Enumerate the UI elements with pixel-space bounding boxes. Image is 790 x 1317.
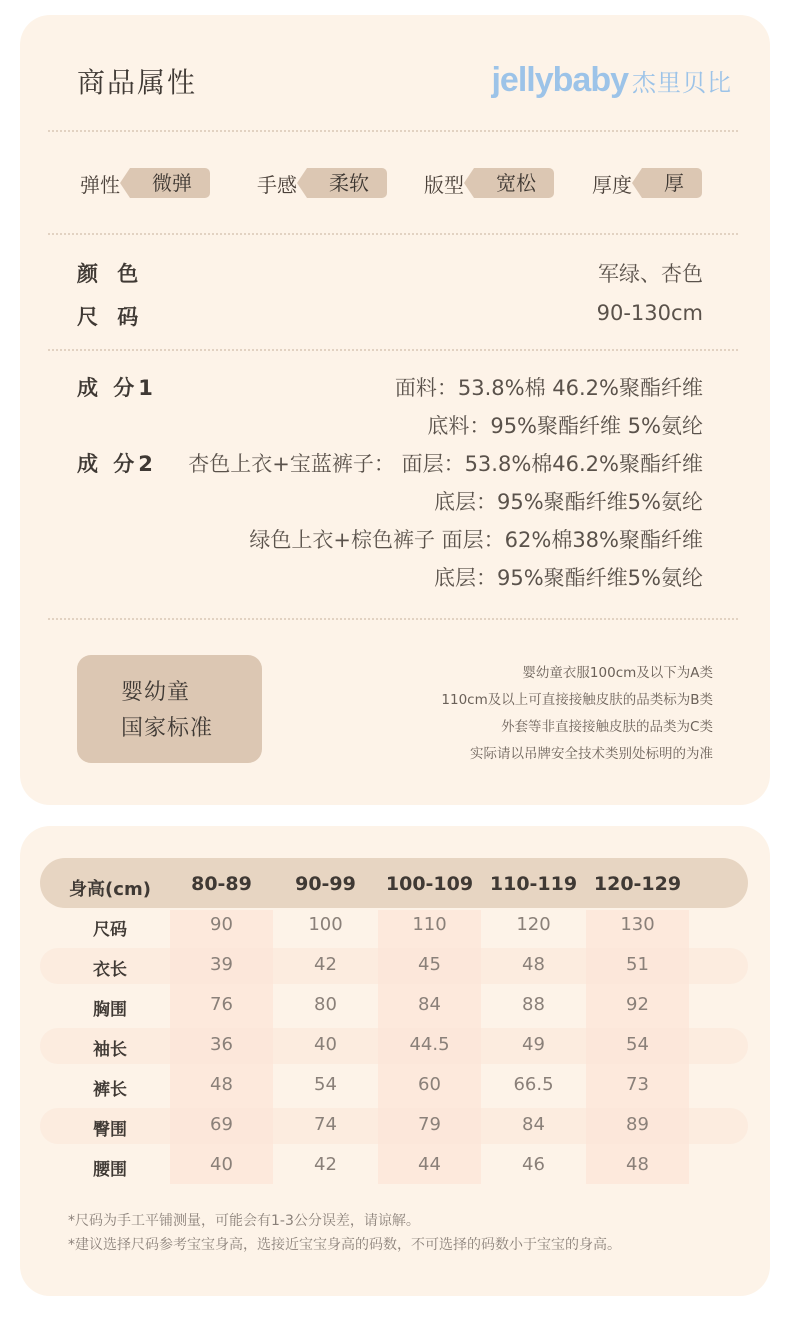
table-cell: 49 xyxy=(522,1034,545,1055)
table-cell: 54 xyxy=(314,1074,337,1095)
divider xyxy=(48,130,738,132)
composition-2-label: 成 分2 xyxy=(77,452,157,476)
composition-1-label: 成 分1 xyxy=(77,376,157,400)
attribute-tag: 柔软 xyxy=(307,168,387,198)
table-cell: 48 xyxy=(626,1154,649,1175)
standard-line: 国家标准 xyxy=(121,716,214,741)
table-cell: 66.5 xyxy=(513,1074,554,1095)
table-header-cell: 100-109 xyxy=(385,873,474,895)
attribute-tag: 微弹 xyxy=(130,168,210,198)
table-cell: 39 xyxy=(210,954,233,975)
color-value: 军绿、杏色 xyxy=(598,262,703,286)
table-cell: 89 xyxy=(626,1114,649,1135)
table-header-cell: 110-119 xyxy=(489,873,578,895)
table-row-label: 臀围 xyxy=(93,1120,127,1140)
attribute-hand-feel xyxy=(257,168,387,198)
table-cell: 42 xyxy=(314,954,337,975)
attribute-tag: 厚 xyxy=(642,168,702,198)
table-cell: 40 xyxy=(210,1154,233,1175)
table-cell: 88 xyxy=(522,994,545,1015)
composition-2-line: 底层：95%聚酯纤维5%氨纶 xyxy=(434,566,703,590)
composition-2-line: 底层：95%聚酯纤维5%氨纶 xyxy=(434,490,703,514)
table-row-label: 衣长 xyxy=(93,960,127,980)
national-standard-badge xyxy=(77,655,262,763)
table-cell: 48 xyxy=(210,1074,233,1095)
table-cell: 90 xyxy=(210,914,233,935)
table-cell: 42 xyxy=(314,1154,337,1175)
composition-1-line: 面料：53.8%棉 46.2%聚酯纤维 xyxy=(394,376,703,400)
table-cell: 120 xyxy=(516,914,551,935)
attribute-elasticity xyxy=(80,168,210,198)
divider xyxy=(48,233,738,235)
attribute-label: 弹性 xyxy=(80,172,120,197)
divider xyxy=(48,618,738,620)
standard-note: 实际请以吊牌安全技术类别处标明的为准 xyxy=(470,746,713,762)
table-cell: 54 xyxy=(626,1034,649,1055)
footnote: *尺码为手工平铺测量，可能会有1-3公分误差，请谅解。 xyxy=(68,1213,420,1229)
table-row-label: 裤长 xyxy=(93,1080,127,1100)
table-cell: 110 xyxy=(412,914,447,935)
table-row-label: 胸围 xyxy=(93,1000,127,1020)
divider xyxy=(48,349,738,351)
table-row-label: 袖长 xyxy=(93,1040,127,1060)
table-cell: 69 xyxy=(210,1114,233,1135)
size-value: 90-130cm xyxy=(596,301,703,325)
table-cell: 84 xyxy=(418,994,441,1015)
size-label: 尺 码 xyxy=(77,305,145,329)
table-header-cell: 90-99 xyxy=(295,873,356,895)
table-cell: 74 xyxy=(314,1114,337,1135)
section-title: 商品属性 xyxy=(77,66,198,99)
composition-1-line: 底料：95%聚酯纤维 5%氨纶 xyxy=(427,414,703,438)
table-cell: 44 xyxy=(418,1154,441,1175)
table-cell: 84 xyxy=(522,1114,545,1135)
standard-note: 婴幼童衣服100cm及以下为A类 xyxy=(522,665,713,681)
brand-name-en: jellybaby xyxy=(491,61,628,99)
table-cell: 40 xyxy=(314,1034,337,1055)
table-cell: 130 xyxy=(620,914,655,935)
table-cell: 48 xyxy=(522,954,545,975)
table-cell: 76 xyxy=(210,994,233,1015)
attribute-tag: 宽松 xyxy=(474,168,554,198)
attribute-fit xyxy=(424,168,554,198)
table-header-label: 身高(cm) xyxy=(69,879,151,900)
attribute-thickness xyxy=(592,168,702,198)
table-cell: 60 xyxy=(418,1074,441,1095)
table-cell: 36 xyxy=(210,1034,233,1055)
attribute-label: 厚度 xyxy=(592,172,632,197)
table-cell: 46 xyxy=(522,1154,545,1175)
table-cell: 92 xyxy=(626,994,649,1015)
color-label: 颜 色 xyxy=(77,262,145,286)
attribute-label: 手感 xyxy=(257,172,297,197)
standard-note: 110cm及以上可直接接触皮肤的品类标为B类 xyxy=(441,692,713,708)
product-attributes-card xyxy=(20,15,770,805)
table-cell: 45 xyxy=(418,954,441,975)
table-cell: 44.5 xyxy=(409,1034,450,1055)
table-cell: 79 xyxy=(418,1114,441,1135)
standard-line: 婴幼童 xyxy=(121,680,191,705)
composition-2-line: 杏色上衣+宝蓝裤子： 面层：53.8%棉46.2%聚酯纤维 xyxy=(188,452,703,476)
table-cell: 51 xyxy=(626,954,649,975)
footnote: *建议选择尺码参考宝宝身高，选接近宝宝身高的码数，不可选择的码数小于宝宝的身高。 xyxy=(68,1237,621,1253)
composition-2-line: 绿色上衣+棕色裤子 面层：62%棉38%聚酯纤维 xyxy=(249,528,703,552)
table-header-cell: 80-89 xyxy=(191,873,252,895)
table-cell: 100 xyxy=(308,914,343,935)
table-header-cell: 120-129 xyxy=(593,873,682,895)
table-row-label: 腰围 xyxy=(93,1160,127,1180)
attribute-label: 版型 xyxy=(424,172,464,197)
table-cell: 73 xyxy=(626,1074,649,1095)
brand-logo xyxy=(491,61,732,100)
size-chart-card xyxy=(20,826,770,1296)
table-row-label: 尺码 xyxy=(93,920,127,940)
table-cell: 80 xyxy=(314,994,337,1015)
standard-note: 外套等非直接接触皮肤的品类为C类 xyxy=(501,719,713,735)
brand-name-cn: 杰里贝比 xyxy=(632,69,732,97)
